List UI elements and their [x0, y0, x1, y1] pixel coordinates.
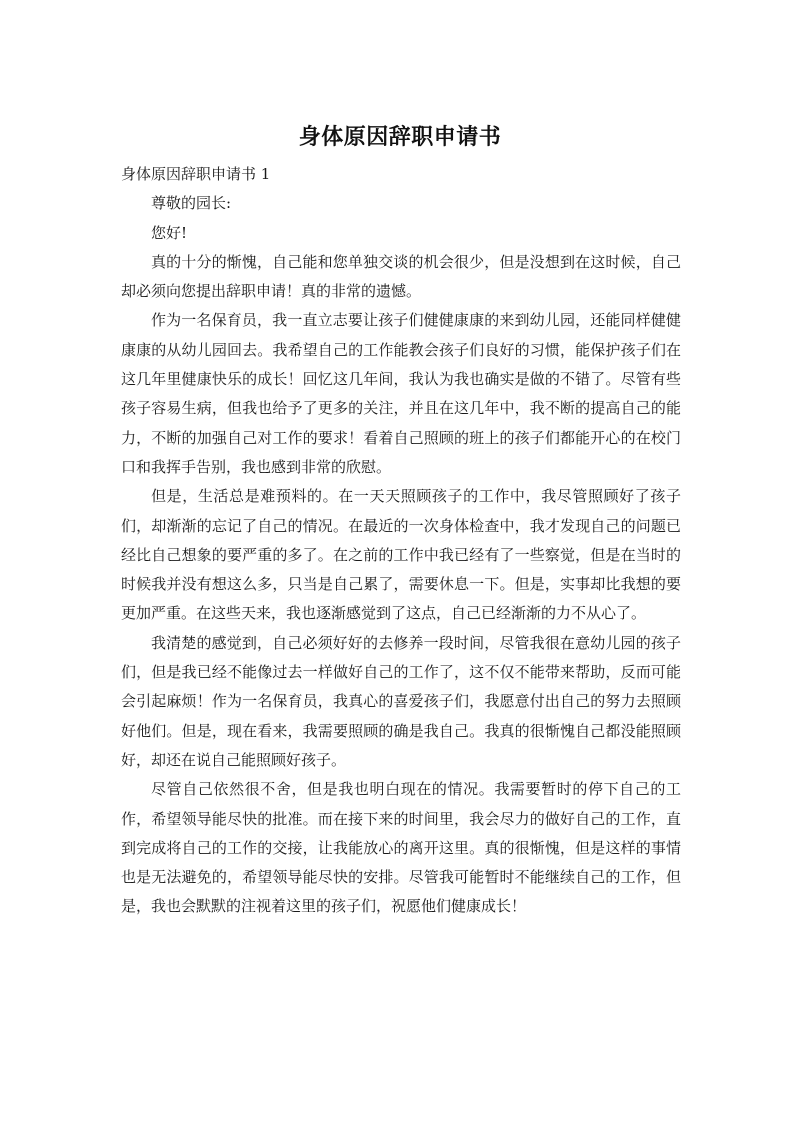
paragraph: 真的十分的惭愧，自己能和您单独交谈的机会很少，但是没想到在这时候，自己却必须向您提出辞职申请！真的非常的遗憾。: [121, 252, 681, 301]
paragraph: 我清楚的感觉到，自己必须好好的去修养一段时间，尽管我很在意幼儿园的孩子们，但是我已经不能像过去一样做好自己的工作了，这不仅不能带来帮助，反而可能会引起麻烦！作为一名保育员，我真心的喜爱孩子们，我愿意付出自己的努力去照顾好他们。但是，现在看来，我需要照顾的确是我自己。我真的很惭愧自己都没能照顾好，却还在说自己能照顾好孩子。: [121, 633, 681, 769]
paragraph: 但是，生活总是难预料的。在一天天照顾孩子的工作中，我尽管照顾好了孩子们，却渐渐的忘记了自己的情况。在最近的一次身体检查中，我才发现自己的问题已经比自己想象的要严重的多了。在之前的工作中我已经有了一些察觉，但是在当时的时候我并没有想这么多，只当是自己累了，需要休息一下。但是，实事却比我想的要更加严重。在这些天来，我也逐渐感觉到了这点，自己已经渐渐的力不从心了。: [121, 487, 681, 623]
salutation: 尊敬的园长:: [151, 194, 232, 213]
paragraph: 作为一名保育员，我一直立志要让孩子们健健康康的来到幼儿园，还能同样健健康康的从幼儿园回去。我希望自己的工作能教会孩子们良好的习惯，能保护孩子们在这几年里健康快乐的成长！回忆这几年间，我认为我也确实是做的不错了。尽管有些孩子容易生病，但我也给予了更多的关注，并且在这几年中，我不断的提高自己的能力，不断的加强自己对工作的要求！看着自己照顾的班上的孩子们都能开心的在校门口和我挥手告别，我也感到非常的欣慰。: [121, 311, 681, 476]
section-heading: 身体原因辞职申请书 1: [121, 165, 271, 183]
paragraph: 尽管自己依然很不舍，但是我也明白现在的情况。我需要暂时的停下自己的工作，希望领导能尽快的批准。而在接下来的时间里，我会尽力的做好自己的工作，直到完成将自己的工作的交接，让我能放心的离开这里。真的很惭愧，但是这样的事情也是无法避免的，希望领导能尽快的安排。尽管我可能暂时不能继续自己的工作，但是，我也会默默的注视着这里的孩子们，祝愿他们健康成长！: [121, 780, 681, 916]
document-title: 身体原因辞职申请书: [298, 125, 502, 150]
greeting: 您好!: [151, 223, 188, 242]
document-body: [121, 160, 681, 922]
